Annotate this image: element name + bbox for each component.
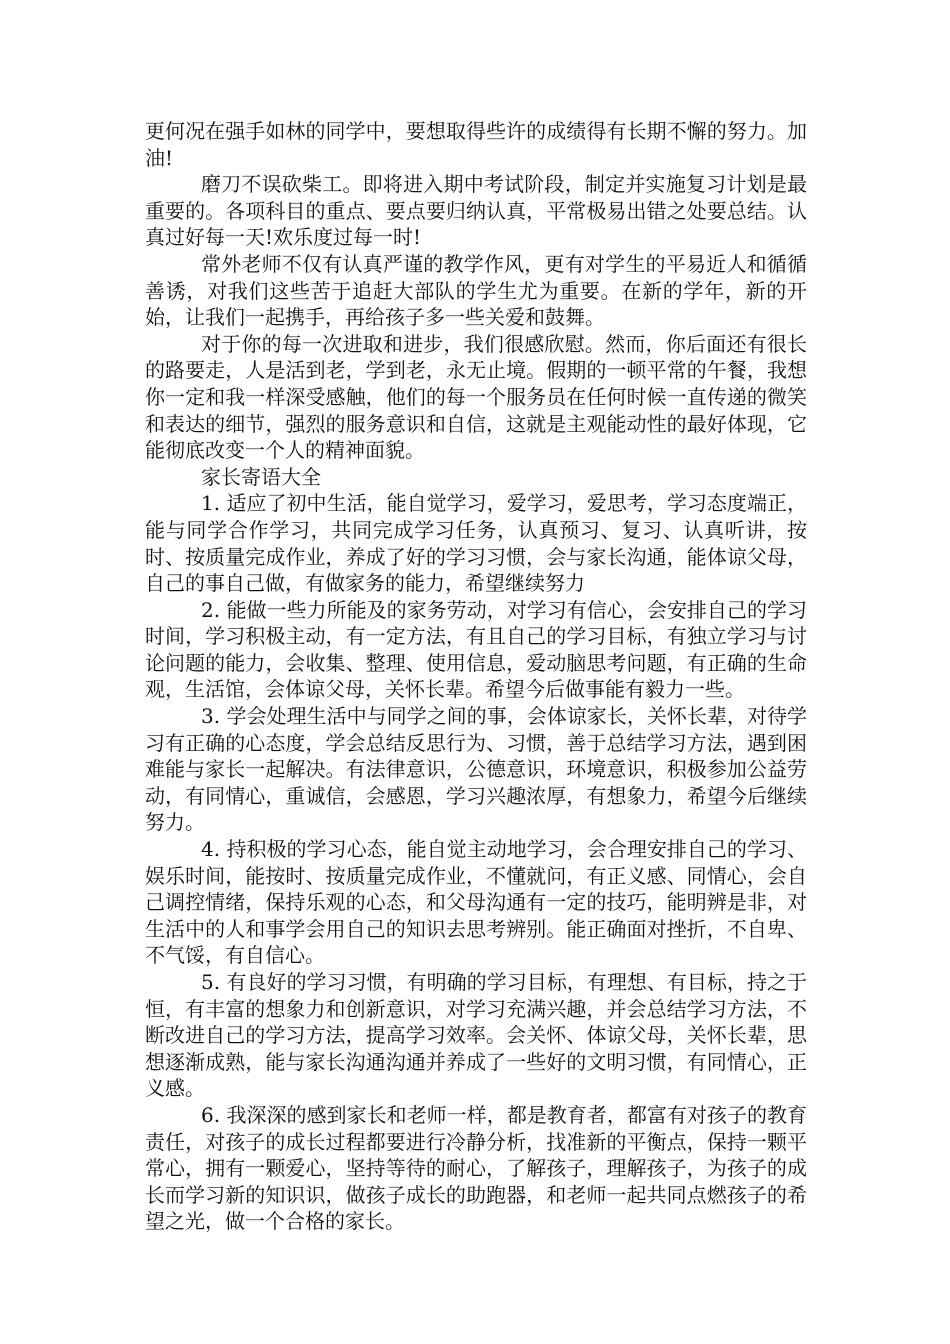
paragraph-continuation: 更何况在强手如林的同学中，要想取得些许的成绩得有长期不懈的努力。加油! — [145, 119, 807, 170]
paragraph-teacher-thanks: 常外老师不仅有认真严谨的教学作风，更有对学生的平易近人和循循善诱，对我们这些苦于追赶大部队的学生尤为重要。在新的学年，新的开始，让我们一起携手，再给孩子多一些关爱和鼓舞。 — [145, 251, 807, 330]
paragraph-review-plan: 磨刀不误砍柴工。即将进入期中考试阶段，制定并实施复习计划是最重要的。各项科目的重点、要点要归纳认真，平常极易出错之处要总结。认真过好每一天!欢乐度过每一时! — [145, 172, 807, 250]
list-item-4: 4. 持积极的学习心态，能自觉主动地学习，会合理安排自己的学习、娱乐时间，能按时、按质量完成作业，不懂就问，有正义感、同情心，会自己调控情绪，保持乐观的心态，和父母沟通有一定的技巧，能明辨是非，对生活中的人和事学会用自己的知识去思考辨别。能正确面对挫折，不自卑、不气馁，有自信心。 — [145, 837, 807, 968]
list-item-2: 2. 能做一些力所能及的家务劳动，对学习有信心，会安排自己的学习时间，学习积极主动，有一定方法，有且自己的学习目标，有独立学习与讨论问题的能力，会收集、整理、使用信息，爱动脑思考问题，有正确的生命观，生活馆，会体谅父母，关怀长辈。希望今后做事能有毅力一些。 — [145, 597, 807, 702]
list-item-5: 5. 有良好的学习习惯，有明确的学习目标，有理想、有目标，持之于恒，有丰富的想象力和创新意识，对学习充满兴趣，并会总结学习方法，不断改进自己的学习方法，提高学习效率。会关怀、体谅父母，关怀长辈，思想逐渐成熟，能与家长沟通沟通并养成了一些好的文明习惯，有同情心，正义感。 — [145, 970, 807, 1101]
list-item-3: 3. 学会处理生活中与同学之间的事，会体谅家长，关怀长辈，对待学习有正确的心态度，学会总结反思行为、习惯，善于总结学习方法，遇到困难能与家长一起解决。有法律意识，公德意识，环境意识，积极参加公益劳动，有同情心，重诚信，会感恩，学习兴趣浓厚，有想象力，希望今后继续努力。 — [145, 704, 807, 835]
paragraph-encouragement: 对于你的每一次进取和进步，我们很感欣慰。然而，你后面还有很长的路要走，人是活到老，学到老，永无止境。假期的一顿平常的午餐，我想你一定和我一样深受感触，他们的每一个服务员在任何时候一直传递的微笑和表达的细节，强烈的服务意识和自信，这就是主观能动性的最好体现，它能彻底改变一个人的精神面貌。 — [145, 331, 807, 463]
document-body — [145, 118, 807, 1235]
list-item-1: 1. 适应了初中生活，能自觉学习，爱学习，爱思考，学习态度端正，能与同学合作学习，共同完成学习任务，认真预习、复习、认真听讲，按时、按质量完成作业，养成了好的学习习惯，会与家长沟通，能体谅父母，自己的事自己做，有做家务的能力，希望继续努力 — [145, 491, 807, 596]
list-item-6: 6. 我深深的感到家长和老师一样，都是教育者，都富有对孩子的教育责任，对孩子的成长过程都要进行冷静分析，找准新的平衡点，保持一颗平常心，拥有一颗爱心，坚持等待的耐心，了解孩子，理解孩子，为孩子的成长而学习新的知识识，做孩子成长的助跑器，和老师一起共同点燃孩子的希望之光，做一个合格的家长。 — [145, 1102, 807, 1234]
section-heading: 家长寄语大全 — [201, 464, 321, 489]
